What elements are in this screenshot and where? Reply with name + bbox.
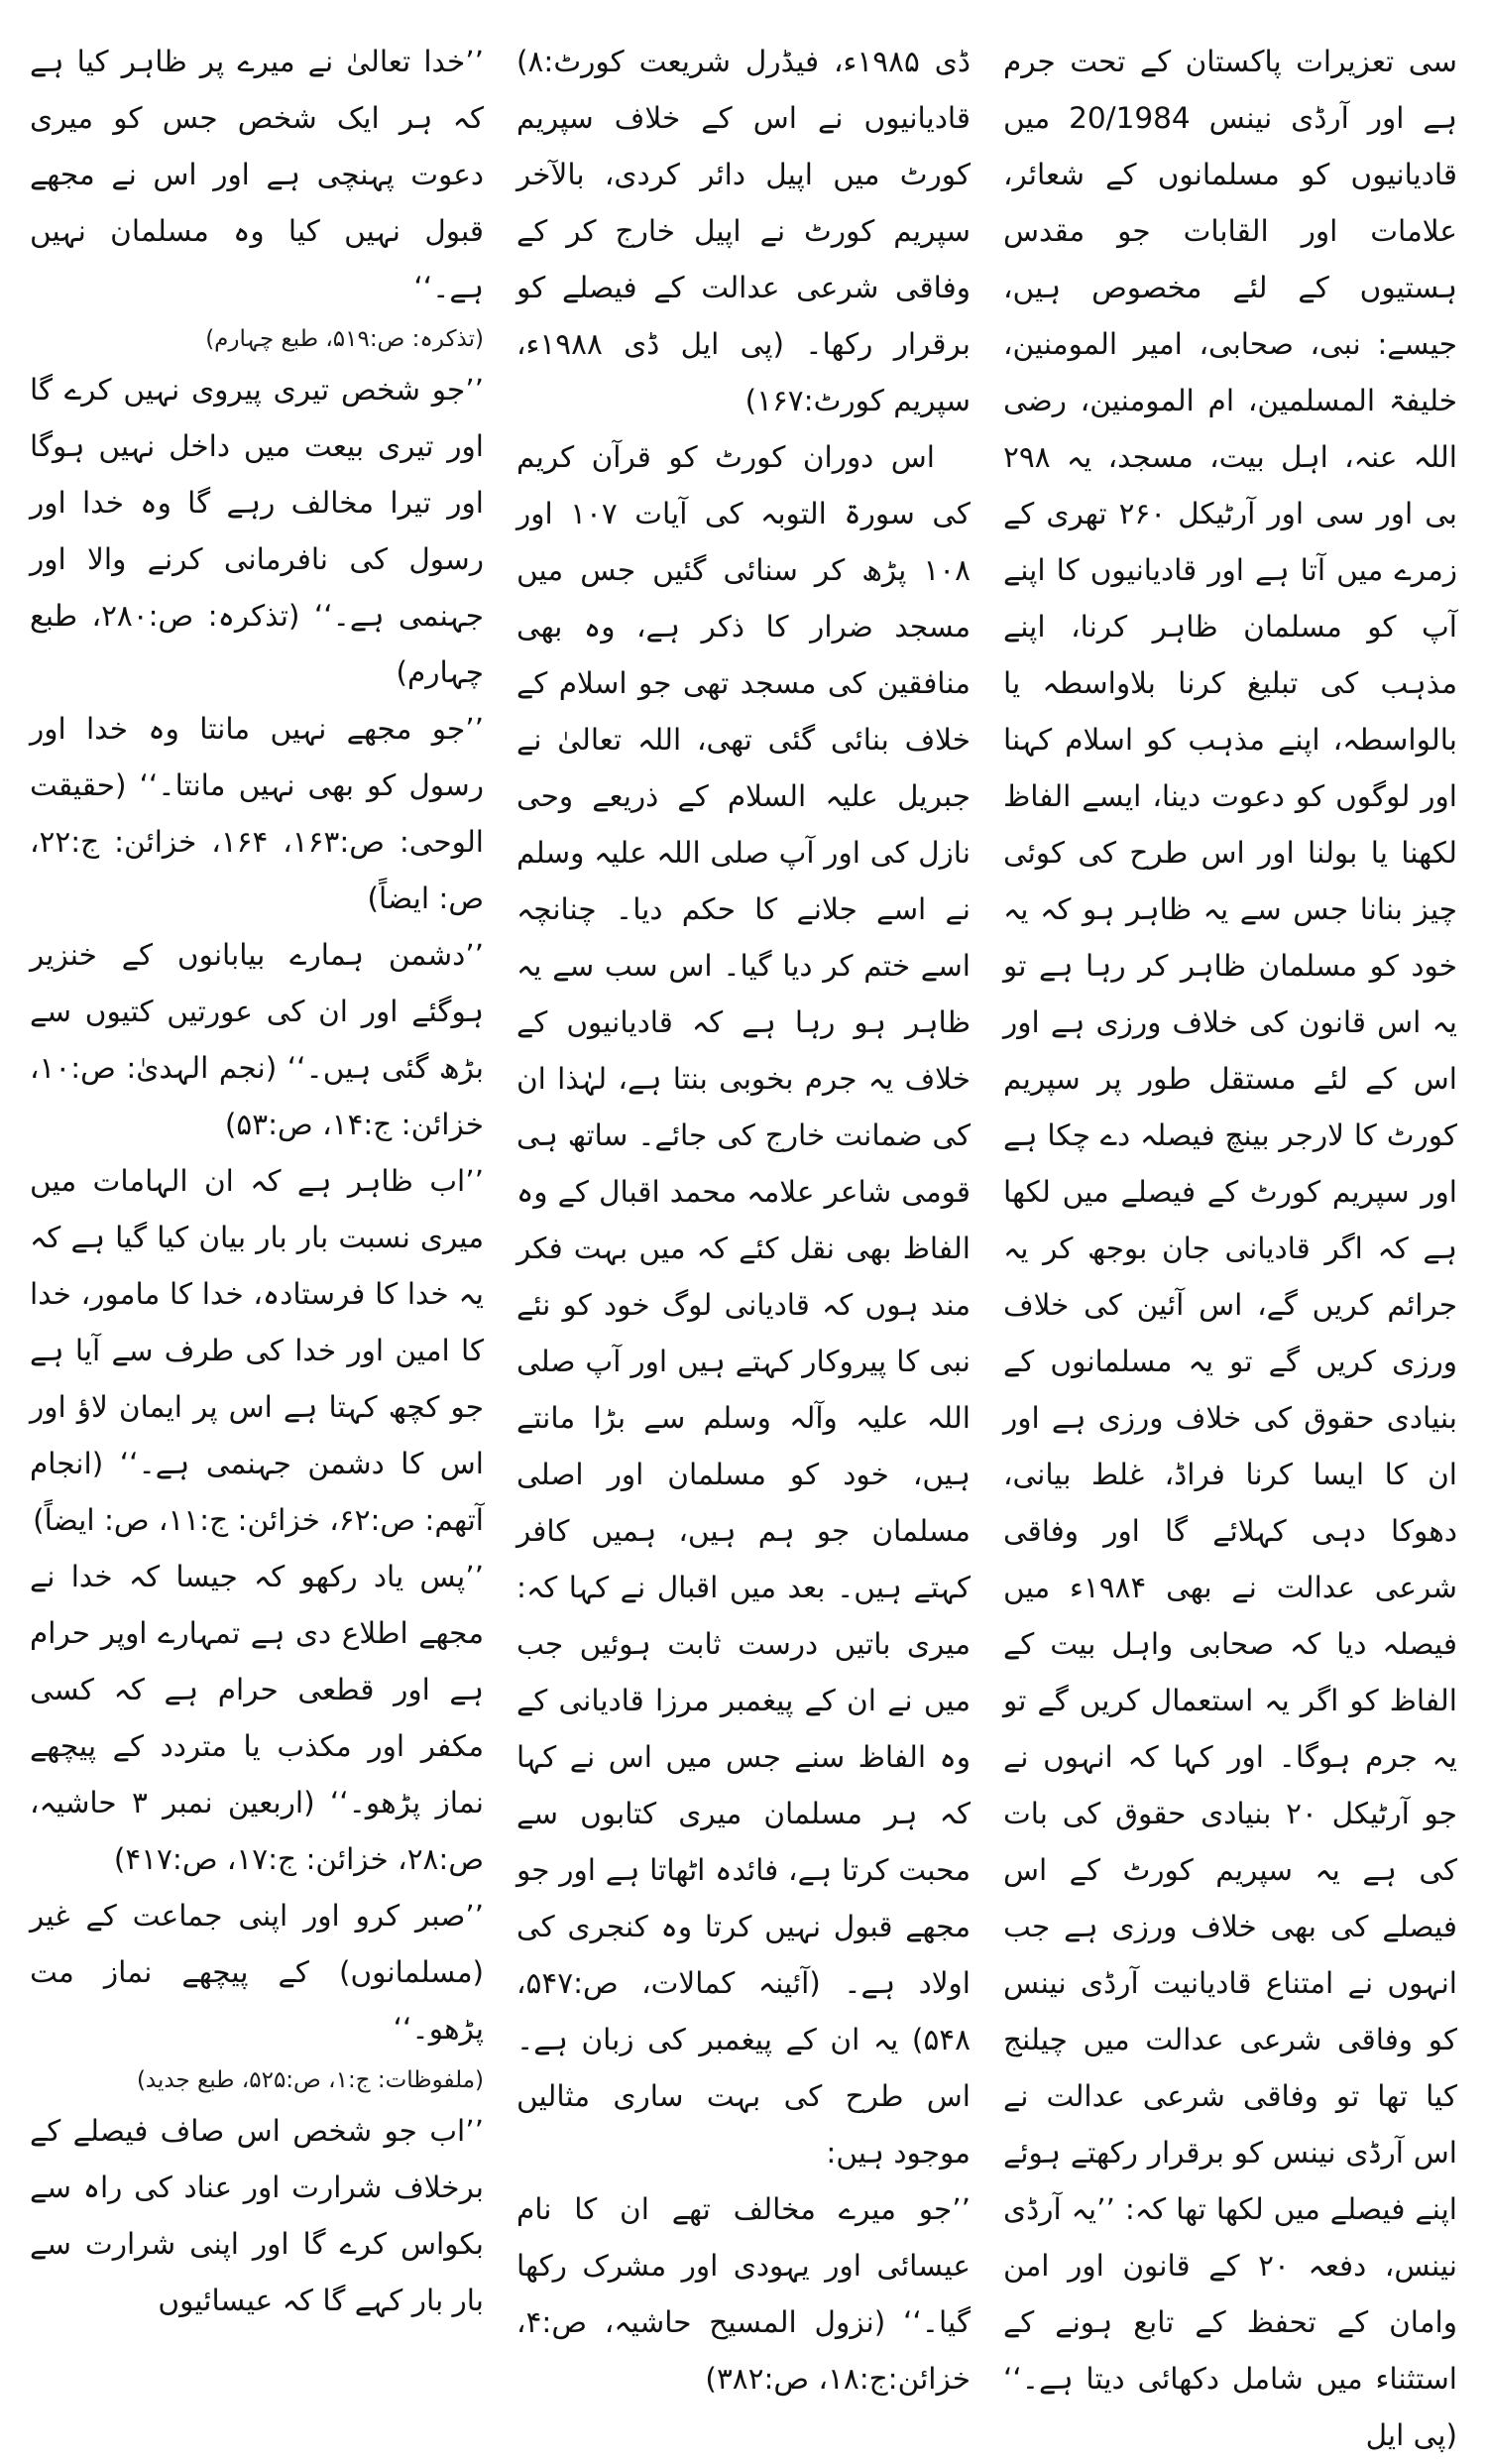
column-right (1003, 34, 1457, 2452)
paragraph: ڈی ۱۹۸۵ء، فیڈرل شریعت کورٹ:۸) قادیانیوں نے اس کے خلاف سپریم کورٹ میں اپیل دائر کردی، بالآخر سپریم کورٹ نے اپیل خارج کر کے وفاقی شرعی عدالت کے فیصلے کو برقرار رکھا۔ (پی ایل ڈی ۱۹۸۸ء، سپریم کورٹ:۱۶۷) (516, 45, 971, 417)
quotation: ’’دشمن ہمارے بیابانوں کے خنزیر ہوگئے اور ان کی عورتیں کتیوں سے بڑھ گئی ہیں۔‘‘ (نجم الہدیٰ: ص:۱۰، خزائن: ج:۱۴، ص:۵۳) (30, 938, 484, 1141)
column-middle (516, 34, 971, 2396)
paragraph: اس دوران کورٹ کو قرآن کریم کی سورۃ التوبہ کی آیات ۱۰۷ اور ۱۰۸ پڑھ کر سنائی گئیں جس میں مسجد ضرار کا ذکر ہے، وہ بھی منافقین کی مسجد تھی جو اسلام کے خلاف بنائی گئی تھی، اللہ تعالیٰ نے جبریل علیہ السلام کے ذریعے وحی نازل کی اور آپ صلی اللہ علیہ وسلم نے اسے جلانے کا حکم دیا۔ چنانچہ اسے ختم کر دیا گیا۔ اس سب سے یہ ظاہر ہو رہا ہے کہ قادیانیوں کے خلاف یہ جرم بخوبی بنتا ہے، لہٰذا ان کی ضمانت خارج کی جائے۔ ساتھ ہی قومی شاعر علامہ محمد اقبال کے وہ الفاظ بھی نقل کئے کہ میں بہت فکر مند ہوں کہ قادیانی لوگ خود کو نئے نبی کا پیروکار کہتے ہیں اور آپ صلی اللہ علیہ وآلہ وسلم سے بڑا مانتے ہیں، خود کو مسلمان اور اصلی مسلمان جو ہم ہیں، ہمیں کافر کہتے ہیں۔ بعد میں اقبال نے کہا کہ: میری باتیں درست ثابت ہوئیں جب میں نے ان کے پیغمبر مرزا قادیانی کے وہ الفاظ سنے جس میں اس نے کہا کہ ہر مسلمان میری کتابوں سے محبت کرتا ہے، فائدہ اٹھاتا ہے اور جو مجھے قبول نہیں کرتا وہ کنجری کی اولاد ہے۔ (آئینہ کمالات، ص:۵۴۷، ۵۴۸) یہ ان کے پیغمبر کی زبان ہے۔ اس طرح کی بہت ساری مثالیں موجود ہیں: (516, 440, 971, 2170)
quotation: ’’جو میرے مخالف تھے ان کا نام عیسائی اور یہودی اور مشرک رکھا گیا۔‘‘ (نزول المسیح حاشیہ، ص:۴، خزائن:ج:۱۸، ص:۳۸۲) (516, 2192, 971, 2396)
quotation: ’’صبر کرو اور اپنی جماعت کے غیر (مسلمانوں) کے پیچھے نماز مت پڑھو۔‘‘ (30, 1899, 484, 2046)
quotation: ’’اب ظاہر ہے کہ ان الہامات میں میری نسبت بار بار بیان کیا گیا ہے کہ یہ خدا کا فرستادہ، خدا کا مامور، خدا کا امین اور خدا کی طرف سے آیا ہے جو کچھ کہتا ہے اس پر ایمان لاؤ اور اس کا دشمن جہنمی ہے۔‘‘ (انجام آتھم: ص:۶۲، خزائن: ج:۱۱، ص: ایضاً) (30, 1164, 484, 1537)
paragraph: سی تعزیرات پاکستان کے تحت جرم ہے اور آرڈی نینس 20/1984 میں قادیانیوں کو مسلمانوں کے شعائر، علامات اور القابات جو مقدس ہستیوں کے لئے مخصوص ہیں، جیسے: نبی، صحابی، امیر المومنین، خلیفۃ المسلمین، ام المومنین، رضی اللہ عنہ، اہل بیت، مسجد، یہ ۲۹۸ بی اور سی اور آرٹیکل ۲۶۰ تھری کے زمرے میں آتا ہے اور قادیانیوں کا اپنے آپ کو مسلمان ظاہر کرنا، اپنے مذہب کی تبلیغ کرنا بلاواسطہ یا بالواسطہ، اپنے مذہب کو اسلام کہنا اور لوگوں کو دعوت دینا، ایسے الفاظ لکھنا یا بولنا اور اس طرح کی کوئی چیز بنانا جس سے یہ ظاہر ہو کہ یہ خود کو مسلمان ظاہر کر رہا ہے تو یہ اس قانون کی خلاف ورزی ہے اور اس کے لئے مستقل طور پر سپریم کورٹ کا لارجر بینچ فیصلہ دے چکا ہے اور سپریم کورٹ کے فیصلے میں لکھا ہے کہ اگر قادیانی جان بوجھ کر یہ جرائم کریں گے، اس آئین کی خلاف ورزی کریں گے تو یہ مسلمانوں کے بنیادی حقوق کی خلاف ورزی ہے اور ان کا ایسا کرنا فراڈ، غلط بیانی، دھوکا دہی کہلائے گا اور وفاقی شرعی عدالت نے بھی ۱۹۸۴ء میں فیصلہ دیا کہ صحابی واہل بیت کے الفاظ کو اگر یہ استعمال کریں گے تو یہ جرم ہوگا۔ اور کہا کہ انہوں نے جو آرٹیکل ۲۰ بنیادی حقوق کی بات کی ہے یہ سپریم کورٹ کے اس فیصلے کی بھی خلاف ورزی ہے جب انہوں نے امتناع قادیانیت آرڈی نینس کو وفاقی شرعی عدالت میں چیلنج کیا تھا تو وفاقی شرعی عدالت نے اس آرڈی نینس کو برقرار رکھتے ہوئے اپنے فیصلے میں لکھا تھا کہ: ’’یہ آرڈی نینس، دفعہ ۲۰ کے قانون اور امن وامان کے تحفظ کے تابع ہونے کے استثناء میں شامل دکھائی دیتا ہے۔‘‘ (پی ایل (1003, 45, 1457, 2452)
quotation: ’’خدا تعالیٰ نے میرے پر ظاہر کیا ہے کہ ہر ایک شخص جس کو میری دعوت پہنچی ہے اور اس نے مجھے قبول نہیں کیا وہ مسلمان نہیں ہے۔‘‘ (30, 45, 484, 304)
column-left (30, 34, 485, 2317)
quotation: ’’پس یاد رکھو کہ جیسا کہ خدا نے مجھے اطلاع دی ہے تمہارے اوپر حرام ہے اور قطعی حرام ہے کہ کسی مکفر اور مکذب یا متردد کے پیچھے نماز پڑھو۔‘‘ (اربعین نمبر ۳ حاشیہ، ص:۲۸، خزائن: ج:۱۷، ص:۴۱۷) (30, 1560, 485, 1876)
citation: (تذکرہ: ص:۵۱۹، طبع چہارم) (205, 326, 484, 352)
quotation: ’’جو شخص تیری پیروی نہیں کرے گا اور تیری بیعت میں داخل نہیں ہوگا اور تیرا مخالف رہے گا وہ خدا اور رسول کی نافرمانی کرنے والا اور جہنمی ہے۔‘‘ (تذکرہ: ص:۲۸۰، طبع چہارم) (30, 373, 484, 689)
quotation: ’’اب جو شخص اس صاف فیصلے کے برخلاف شرارت اور عناد کی راہ سے بکواس کرے گا اور اپنی شرارت سے بار بار کہے گا کہ عیسائیوں (30, 2114, 484, 2317)
quotation: ’’جو مجھے نہیں مانتا وہ خدا اور رسول کو بھی نہیں مانتا۔‘‘ (حقیقت الوحی: ص:۱۶۳، ۱۶۴، خزائن: ج:۲۲، ص: ایضاً) (30, 712, 485, 915)
citation: (ملفوظات: ج:۱، ص:۵۲۵، طبع جدید) (136, 2067, 484, 2093)
